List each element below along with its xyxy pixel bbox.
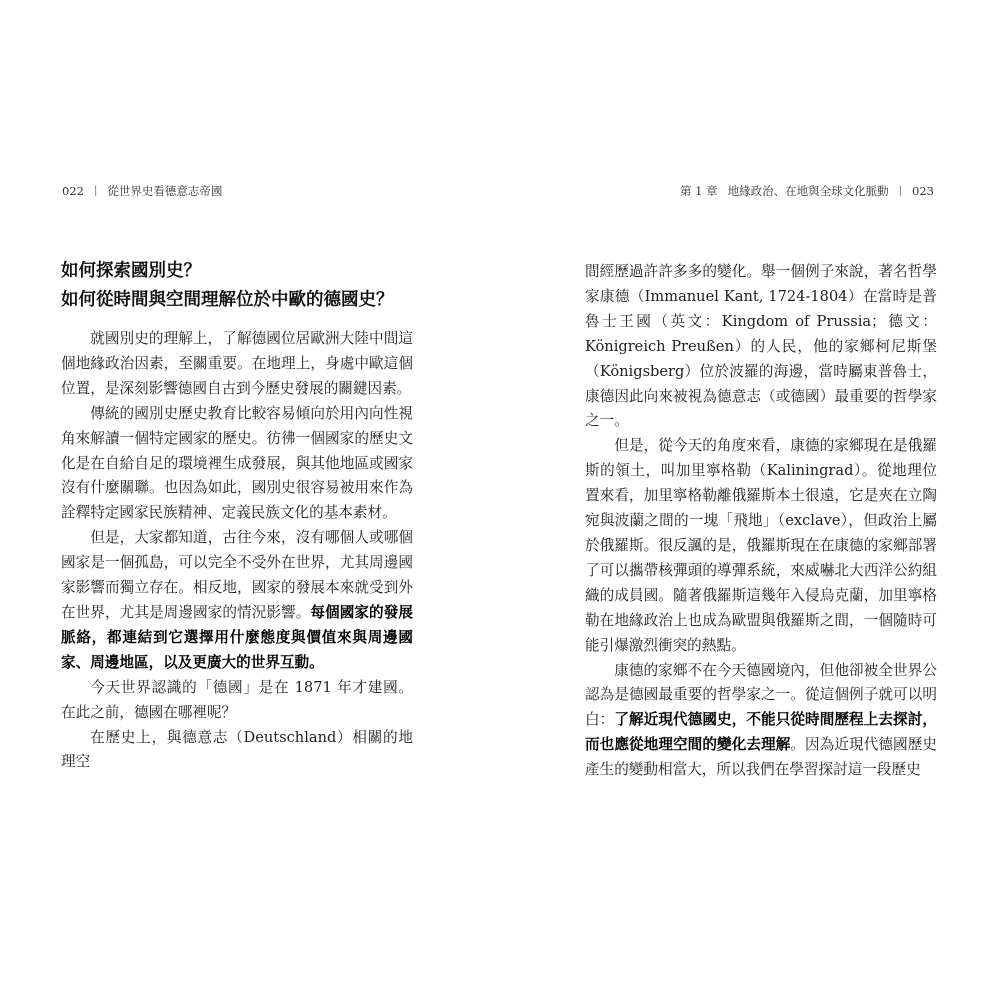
header-separator: | bbox=[93, 185, 98, 196]
left-page-header bbox=[62, 183, 222, 199]
paragraph-text: 康德的家鄉不在今天德國境內，但他卻被全世界公認為是德國最重要的哲學家之一。從這個例子就可以明白： bbox=[585, 661, 937, 729]
paragraph bbox=[61, 327, 413, 402]
paragraph bbox=[61, 676, 413, 726]
paragraph-continued bbox=[585, 260, 937, 434]
heading-line-1: 如何探索國別史？ bbox=[61, 261, 201, 281]
chapter-title: 地緣政治、在地與全球文化脈動 bbox=[727, 184, 889, 198]
left-body-text bbox=[61, 327, 413, 775]
paragraph bbox=[585, 659, 937, 784]
paragraph-text: 但是，大家都知道，古往今來，沒有哪個人或哪個國家是一個孤島，可以完全不受外在世界，尤其周邊國家影響而獨立存在。相反地，國家的發展本來就受到外在世界，尤其是周邊國家的情況影響。 bbox=[61, 529, 413, 621]
emphasized-text: 了解近現代德國史，不能只從時間歷程上去探討，而也應從地理空間的變化去理解 bbox=[585, 711, 937, 754]
paragraph bbox=[61, 402, 413, 527]
paragraph bbox=[585, 434, 937, 658]
book-title: 從世界史看德意志帝國 bbox=[107, 184, 223, 198]
emphasized-text: 每個國家的發展脈絡，都連結到它選擇用什麼態度與價值來與周邊國家、周邊地區，以及更廣大的世界互動。 bbox=[61, 603, 413, 671]
paragraph bbox=[61, 726, 413, 776]
paragraph-text: 今天世界認識的「德國」是在 1871 年才建國。在此之前，德國在哪裡呢？ bbox=[61, 678, 413, 721]
heading-line-2: 如何從時間與空間理解位於中歐的德國史？ bbox=[61, 290, 394, 310]
left-page-number: 022 bbox=[62, 184, 84, 198]
section-heading bbox=[61, 257, 413, 315]
paragraph-text: 間經歷過許許多多的變化。舉一個例子來說，著名哲學家康德（Immanuel Kant, 1724-1804）在當時是普魯士王國（英文：Kingdom of Prussia；德文：Königreich Preußen）的人民，他的家鄉柯尼斯堡（Königsberg）位於波羅的海邊，當時屬東普魯士，康德因此向來被視為德意志（或德國）最重要的哲學家之一。 bbox=[585, 263, 937, 430]
right-page-number: 023 bbox=[912, 184, 934, 198]
paragraph-text: 。因為近現代德國歷史產生的變動相當大，所以我們在學習探討這一段歷史 bbox=[585, 736, 937, 779]
paragraph bbox=[61, 526, 413, 675]
left-page bbox=[61, 257, 413, 775]
paragraph-text: 在歷史上，與德意志（Deutschland）相關的地理空 bbox=[61, 728, 413, 771]
paragraph-text: 就國別史的理解上，了解德國位居歐洲大陸中間這個地緣政治因素，至關重要。在地理上，身處中歐這個位置，是深刻影響德國自古到今歷史發展的關鍵因素。 bbox=[61, 330, 413, 397]
right-body-text bbox=[585, 260, 937, 783]
chapter-number: 第 1 章 bbox=[680, 184, 718, 198]
header-separator: | bbox=[898, 185, 903, 196]
right-page bbox=[585, 260, 937, 783]
right-page-header bbox=[680, 183, 934, 199]
paragraph-text: 傳統的國別史歷史教育比較容易傾向於用內向性視角來解讀一個特定國家的歷史。彷彿一個國家的歷史文化是在自給自足的環境裡生成發展，與其他地區或國家沒有什麼關聯。也因為如此，國別史很容易被用來作為詮釋特定國家民族精神、定義民族文化的基本素材。 bbox=[61, 404, 413, 522]
paragraph-text: 但是，從今天的角度來看，康德的家鄉現在是俄羅斯的領土，叫加里寧格勒（Kaliningrad）。從地理位置來看，加里寧格勒離俄羅斯本土很遠，它是夾在立陶宛與波蘭之間的一塊「飛地」（exclave），但政治上屬於俄羅斯。很反諷的是，俄羅斯現在在康德的家鄉部署了可以攜帶核彈頭的導彈系統，來威嚇北大西洋公約組織的成員國。隨著俄羅斯這幾年入侵烏克蘭，加里寧格勒在地緣政治上也成為歐盟與俄羅斯之間，一個隨時可能引爆激烈衝突的熱點。 bbox=[585, 437, 937, 654]
